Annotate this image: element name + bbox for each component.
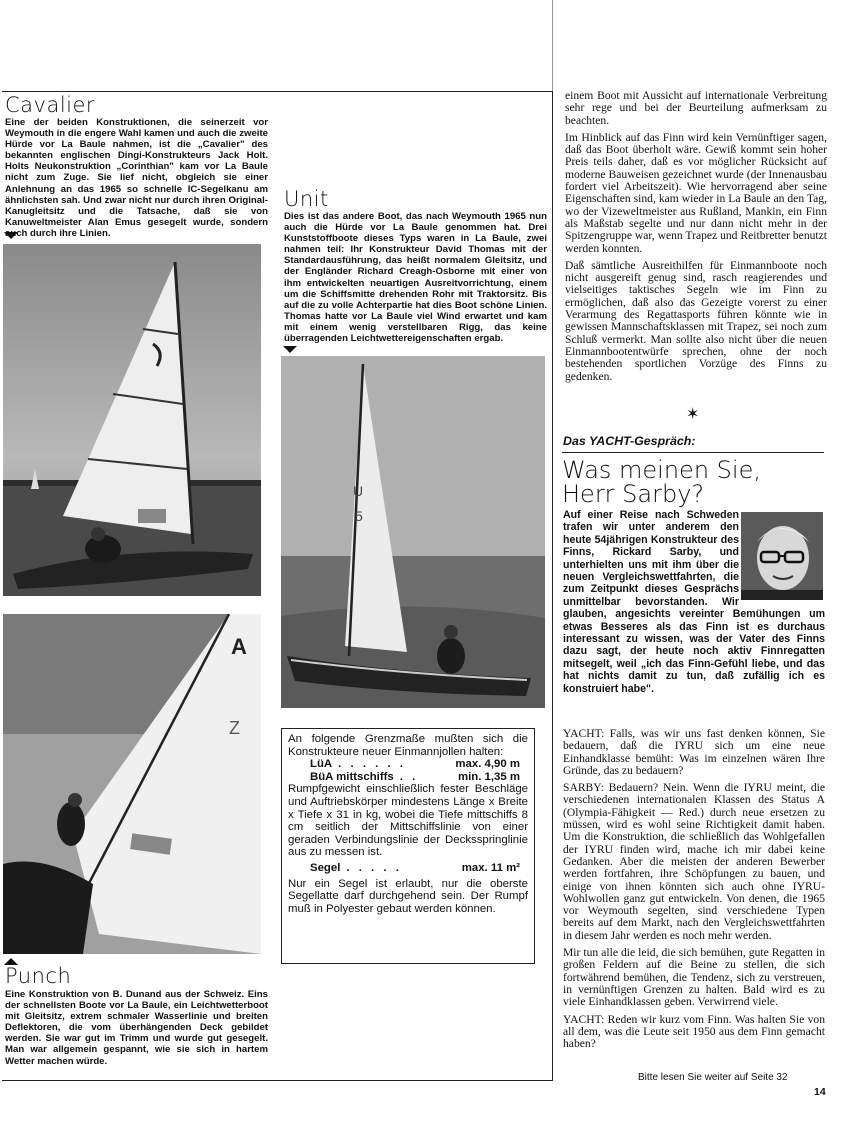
unit-photo	[281, 356, 545, 708]
headline-line1: Was meinen Sie,	[562, 456, 761, 484]
spec-dots: . . . . . .	[338, 758, 406, 771]
limits-box	[281, 728, 535, 964]
interview-text	[563, 728, 825, 1055]
spec-value: max. 4,90 m	[455, 758, 520, 771]
punch-photo	[3, 614, 261, 954]
section-rule	[562, 452, 824, 453]
continued-note: Bitte lesen Sie weiter auf Seite 32	[638, 1072, 788, 1083]
punch-title: Punch	[5, 964, 72, 988]
spec-dots: . . . . .	[346, 861, 402, 874]
interview-intro: Auf einer Reise nach Schweden trafen wir unter anderem den heute 54jährigen Konstrukteur des Finns, Rickard Sarby, und unterhielten uns mit ihm über die neuen Vergleichswettfahrten, die zum Zeitpunkt dieses Gesprächs unmittelbar bevorstanden. Wir glauben, angesichts vereinter Bemühungen um etwas Besseres als das Finn ist es durchaus interessant zu wissen, was der Vater des Finns dazu sagt, der heute noch aktiv Finnregatten mitsegelt, weil „ich das Finn-Gefühl liebe, und das hat nichts damit zu tun, daß zufällig ich es konstruiert habe".	[563, 509, 825, 695]
svg-text:5: 5	[355, 508, 363, 524]
limits-intro: An folgende Grenzmaße mußten sich die Konstrukteure neuer Einmannjollen halten:	[288, 733, 528, 758]
svg-text:U: U	[353, 483, 364, 499]
unit-title: Unit	[284, 187, 329, 211]
cavalier-title: Cavalier	[5, 93, 96, 117]
question: YACHT: Reden wir kurz vom Finn. Was halten Sie von all dem, was die Leute seit 1950 aus dem Finn gemacht haben?	[563, 1012, 825, 1051]
svg-text:A: A	[231, 634, 247, 659]
section-label: Das YACHT-Gespräch:	[563, 434, 696, 448]
spec-label: LüA	[310, 758, 333, 771]
svg-text:Z: Z	[229, 718, 240, 738]
spec-sail	[288, 862, 528, 875]
paragraph: Daß sämtliche Ausreithilfen für Einmannboote noch nicht ausgereift genug sind, rasch reagierendes und vielseitiges taktisches Segeln wie im Finn zu ermöglichen, daß also das Gezeigte vorerst zu einer Verarmung des Regattasports führen könnte wie in gewissen Mannschaftsklassen mit Trapez, sei noch zum Schluß vermerkt. Man sollte also nicht über die neuen Einmannbootentwürfe sprechen, ohne der noch bestehenden sportlichen Vorzüge des Finns zu gedenken.	[565, 258, 827, 383]
spec-beam	[288, 771, 528, 784]
arrow-down-icon	[283, 346, 297, 353]
interview-intro-top	[563, 509, 825, 695]
spec-dots: . .	[399, 770, 419, 783]
punch-caption: Eine Konstruktion von B. Dunand aus der Schweiz. Eins der schnellsten Boote vor La Baule, ein Leichtwetterboot mit Gleitsitz, extrem schmaler Wasserlinie und breiten Deflektoren, die vom überhängenden Deck gebildet werden. Sie war gut im Trimm und wurde gut gesegelt. Man war allgemein gespannt, wie sie sich in hartem Wetter machen würde.	[5, 989, 268, 1067]
paragraph: einem Boot mit Aussicht auf internationale Verbreitung sehr rege und bei der Beurteilung aufmerksam zu beachten.	[565, 89, 827, 127]
column-divider-top	[552, 0, 553, 91]
right-column-text	[565, 90, 827, 388]
answer: Mir tun alle die leid, die sich bemühen, gute Regatten in großen Feldern auf die Beine zu stellen, die sich fortwährend bemühen, die Tendenz, sich zu verstreuen, in vernünftigen Grenzen zu halten. Bald wird es zu viele Einhandklassen geben. Verwirrend viele.	[563, 946, 825, 1009]
limits-footer: Nur ein Segel ist erlaubt, nur die oberste Segellatte darf durchgehend sein. Der Rumpf muß in Polyester gebaut werden können.	[288, 877, 528, 915]
question: YACHT: Falls, was wir uns fast denken können, Sie bedauern, daß die IYRU sich um eine neue Einhandklasse bemüht: Was im einzelnen wären Ihre Gründe, das zu bedauern?	[563, 727, 825, 777]
star-separator: ✶	[686, 406, 700, 423]
arrow-down-icon	[4, 232, 18, 239]
unit-caption: Dies ist das andere Boot, das nach Weymouth 1965 nun auch die Hürde vor La Baule genommen hat. Drei Kunststoffboote dieses Typs waren in La Baule, zwei nahmen teil: Ihr Konstrukteur David Thomas mit der Standardausführung, das heißt normalem Gleitsitz, und der Engländer Richard Creagh-Osborne mit einer von ihm entwickelten neuartigen Ausreitvorrichtung, einem um die Schiffsmitte drehenden Rohr mit Traktorsitz. Bis auf die zu volle Achterpartie hat dies Boot schöne Linien. Thomas hatte vor La Baule viel Wind erwartet und kam mit einem wenig verstellbaren Rigg, das keine überragenden Leichtwettereigenschaften ergab.	[284, 211, 547, 345]
answer: SARBY: Bedauern? Nein. Wenn die IYRU meint, die verschiedenen internationalen Klassen des Status A (Olympia-Fähigkeit — Red.) durch neue ersetzen zu müssen, wird es wohl seine Richtigkeit damit haben. Um die Konstruktion, die schließlich das Wohlgefallen der IYRU finden wird, mache ich mir dabei keine Gedanken. Aber die meisten der anderen Bewerber werden fortfahren, ihre Schöpfungen zu bauen, und einige von ihnen könnten sich auch ohne IYRU-Wohlwollen ganz gut entwickeln. Von denen, die 1965 vor Weymouth segelten, sind verschiedene Typen bereits auf dem Markt, nach den Vergleichswettfahrten in diesem Jahr werden es noch mehr werden.	[563, 781, 825, 942]
spec-value: max. 11 m²	[461, 861, 520, 874]
spec-loa	[288, 758, 528, 771]
cavalier-caption: Eine der beiden Konstruktionen, die seinerzeit vor Weymouth in die engere Wahl kamen und auch die zweite Hürde vor La Baule nahmen, ist die „Cavalier" des bekannten englischen Dingi-Konstrukteurs Jack Holt. Holts Neukonstruktion „Corinthian" kam vor La Baule nicht zum Zuge. Sie lief nicht, obgleich sie einer Anlehnung an das 1965 so schnelle IC-Segelkanu am ähnlichsten sah. Und zwar nicht nur durch ihren Original-Kanugleitsitz und die Tatsache, daß sie von Kanuweltmeister Alan Emus gesegelt wurde, sondern auch durch ihre Linien.	[5, 117, 268, 239]
spec-value: min. 1,35 m	[457, 770, 520, 783]
portrait-spacer	[739, 509, 825, 601]
cavalier-photo	[3, 244, 261, 596]
limits-body: Rumpfgewicht einschließlich fester Beschläge und Auftriebskörper mindestens Länge x Breite x Tiefe x 31 in kg, wobei die Tiefe mittschiffs 8 cm seitlich der Mittschiffslinie von einer geraden Verbindungslinie der Decksspringlinie aus zu messen ist.	[288, 783, 528, 859]
spec-label: BüA mittschiffs	[310, 770, 394, 783]
spec-label: Segel	[310, 861, 341, 874]
page-number: 14	[814, 1086, 826, 1098]
headline-line2: Herr Sarby?	[562, 480, 705, 508]
paragraph: Im Hinblick auf das Finn wird kein Vernünftiger sagen, daß das Boot überholt wäre. Gewiß kommt sein hoher Preis teils daher, daß es vor möglicher Rücksicht auf moderne Bauweisen gezeichnet wurde (der Innenausbau fordert viel Arbeitszeit). Wie hervorragend aber seine Eigenschaften sind, kam wieder in La Baule an den Tag, wo der Vizeweltmeister aus Rußland, Mankin, ein Finn als Maßstab segelte und nur dann nicht mehr in der Spitzengruppe war, wenn Trapez und Reitbretter benutzt werden konnten.	[565, 130, 827, 255]
